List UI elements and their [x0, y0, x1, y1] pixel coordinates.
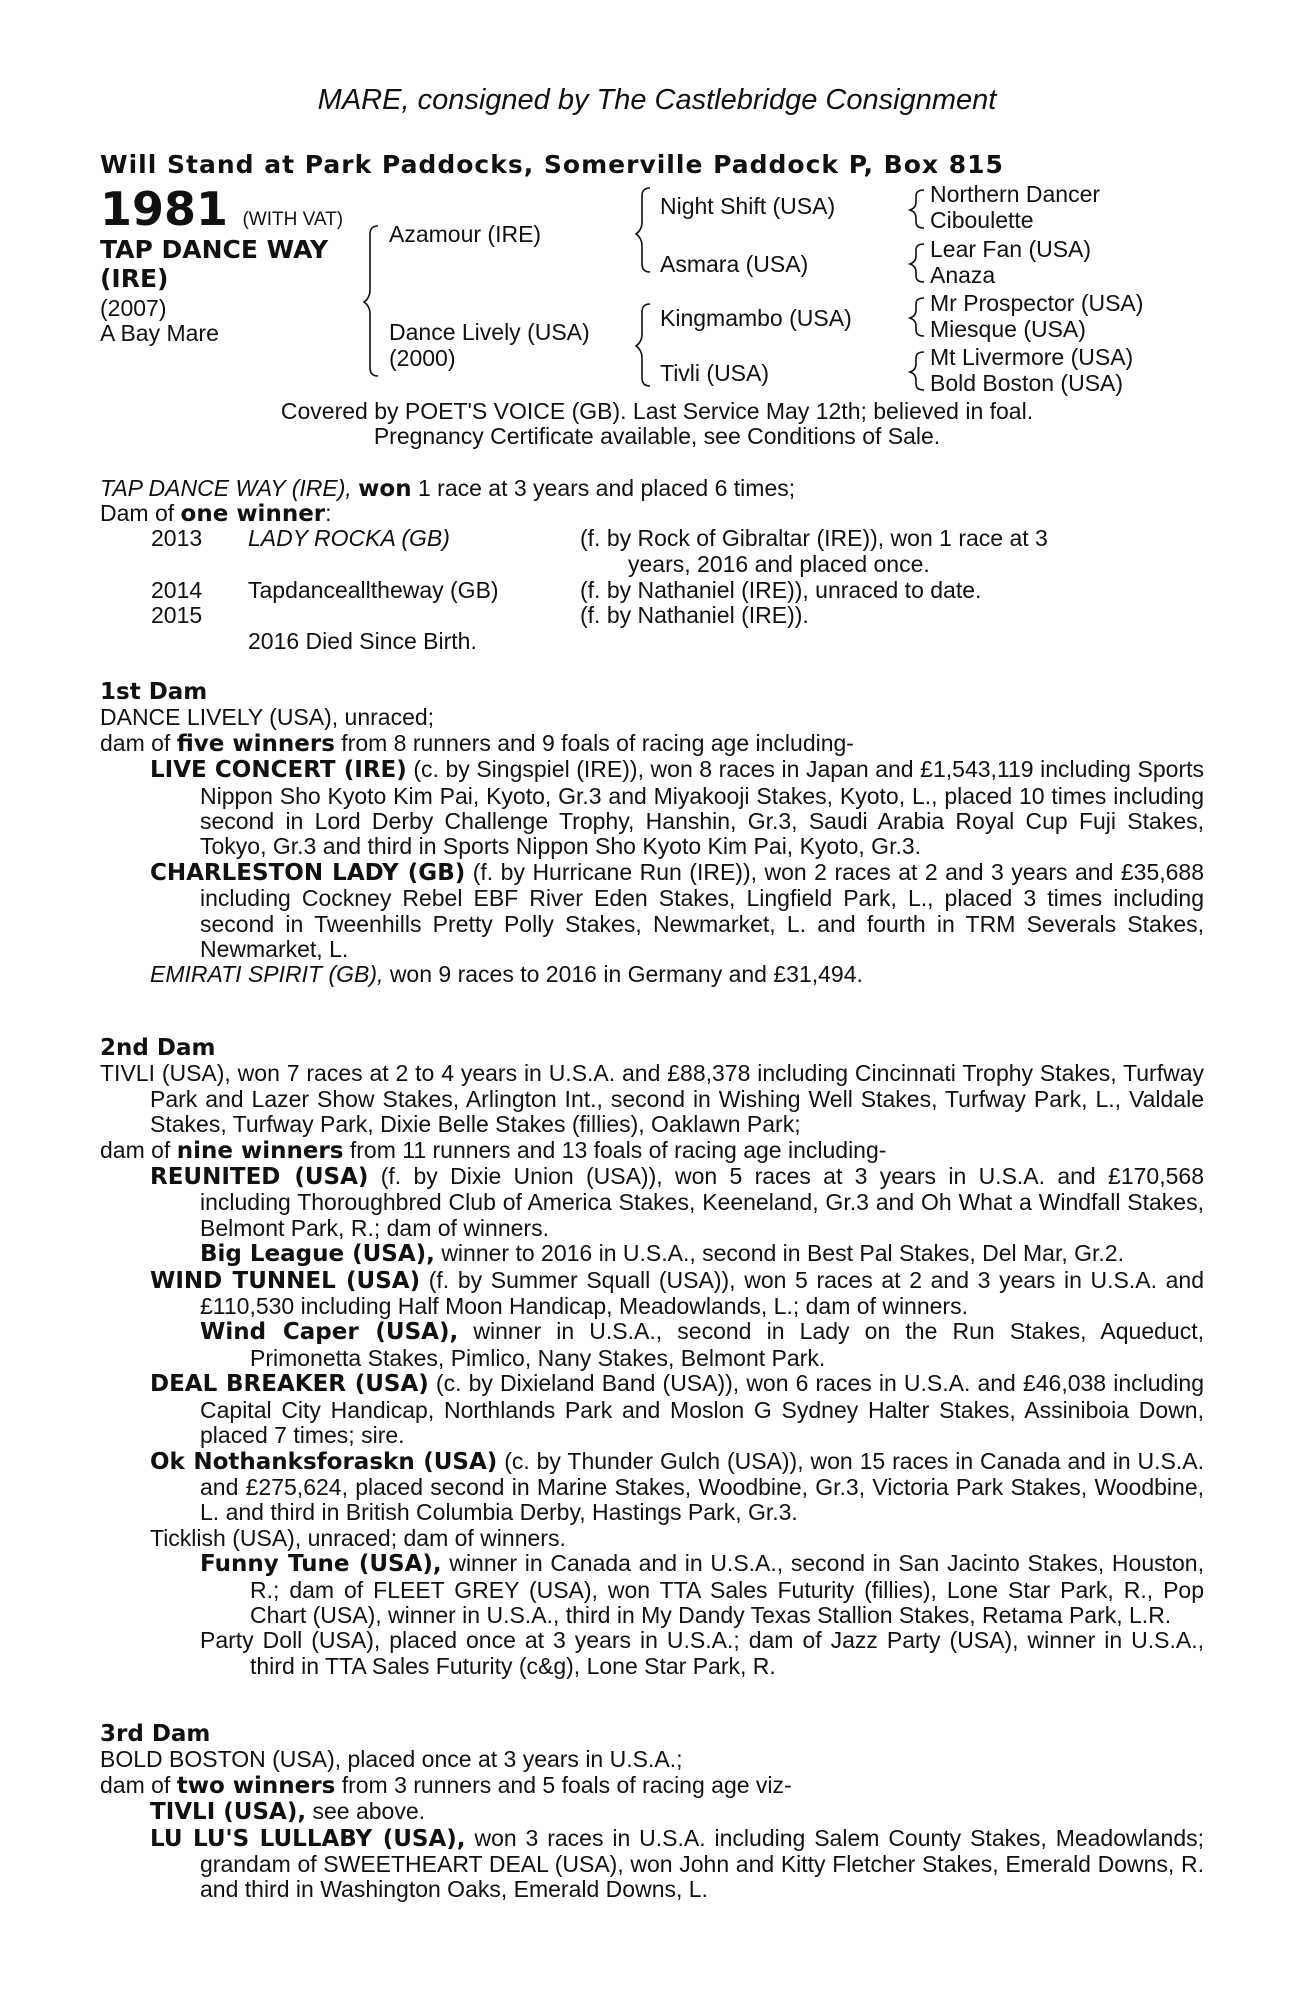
second-dam-entry: Ticklish (USA), unraced; dam of winners. — [150, 1524, 566, 1551]
produce-detail-cont: years, 2016 and placed once. — [628, 551, 930, 577]
mare-race-record: TAP DANCE WAY (IRE), won 1 race at 3 years and placed 6 times; — [100, 475, 796, 502]
pedigree-gen3-2: Ciboulette — [930, 207, 1034, 233]
second-dam-subentry: Party Doll (USA), placed once at 3 years in U.S.A.; dam of Jazz Party (USA), winner in U.S.A., third in TTA Sales Futurity (c&g), Lone Star Park, R. — [200, 1627, 1204, 1679]
third-dam-summary: dam of two winners from 3 runners and 5 foals of racing age viz- — [100, 1771, 792, 1799]
page-title: MARE, consigned by The Castlebridge Consignment — [317, 84, 997, 116]
produce-detail: (f. by Nathaniel (IRE)), unraced to date. — [580, 577, 982, 603]
second-dam-subentry: Funny Tune (USA), winner in Canada and in U.S.A., second in San Jacinto Stakes, Houston, R.; dam of FLEET GREY (USA), won TTA Sales Futurity (fillies), Lone Star Park, R., Pop Chart (USA), winner in U.S.A., third in My Dandy Texas Stallion Stakes, Retama Park, L.R. — [200, 1550, 1204, 1628]
pedigree-gen3-8: Bold Boston (USA) — [930, 370, 1124, 396]
pedigree-gen3-3: Lear Fan (USA) — [930, 236, 1092, 262]
second-dam-section — [100, 1036, 1204, 1679]
second-dam-entry: DEAL BREAKER (USA) (c. by Dixieland Band (USA)), won 6 races in U.S.A. and £46,038 including Capital City Handicap, Northlands Park and Moslon G Sydney Halter Stakes, Assiniboia Down, placed 7 times; sire. — [150, 1370, 1205, 1449]
first-dam-summary: dam of five winners from 8 runners and 9 foals of racing age including- — [100, 729, 854, 757]
pedigree-brackets — [0, 0, 1314, 400]
produce-note: 2016 Died Since Birth. — [248, 628, 477, 654]
third-dam-entry: LU LU'S LULLABY (USA), won 3 races in U.S.A. including Salem County Stakes, Meadowlands; grandam of SWEETHEART DEAL (USA), won John and Kitty Fletcher Stakes, Emerald Downs, R. and third in Washington Oaks, Emerald Downs, L. — [150, 1824, 1204, 1903]
dam-of-line: Dam of one winner: — [100, 500, 332, 527]
produce-name: LADY ROCKA (GB) — [248, 525, 450, 551]
vat-note: (WITH VAT) — [242, 209, 344, 230]
pedigree-dam-year: (2000) — [389, 345, 456, 371]
pedigree-dam-sire: Kingmambo (USA) — [660, 305, 852, 331]
third-dam-section — [100, 1722, 1204, 1903]
second-dam-summary: dam of nine winners from 11 runners and 13 foals of racing age including- — [100, 1136, 887, 1164]
produce-name: Tapdancealltheway (GB) — [248, 577, 499, 603]
produce-year: 2013 — [151, 525, 203, 551]
pedigree-gen3-1: Northern Dancer — [930, 181, 1101, 207]
third-dam-heading: 3rd Dam — [100, 1721, 211, 1747]
horse-name: TAP DANCE WAY — [100, 235, 329, 264]
stable-location: Will Stand at Park Paddocks, Somerville Paddock P, Box 815 — [100, 150, 1004, 179]
horse-description: A Bay Mare — [100, 320, 219, 346]
first-dam-heading: 1st Dam — [100, 679, 208, 705]
first-dam-intro: DANCE LIVELY (USA), unraced; — [100, 704, 435, 731]
second-dam-intro: TIVLI (USA), won 7 races at 2 to 4 years in U.S.A. and £88,378 including Cincinnati Trophy Stakes, Turfway Park and Lazer Show Stakes, Arlington Int., second in Wishing Well Stakes, Turfway Park, L., Valdale Stakes, Turfway Park, Dixie Belle Stakes (fillies), Oaklawn Park; — [100, 1060, 1204, 1138]
second-dam-subentry: Big League (USA), winner to 2016 in U.S.A., second in Best Pal Stakes, Del Mar, Gr.2. — [200, 1240, 1124, 1268]
second-dam-entry: Ok Nothanksforaskn (USA) (c. by Thunder Gulch (USA)), won 15 races in Canada and in U.S.A. and £275,624, placed second in Marine Stakes, Woodbine, Gr.3, Victoria Park Stakes, Woodbine, L. and third in British Columbia Derby, Hastings Park, Gr.3. — [150, 1447, 1205, 1526]
third-dam-entry: TIVLI (USA), see above. — [150, 1798, 425, 1826]
pedigree-dam: Dance Lively (USA) — [389, 319, 590, 345]
pedigree-gen3-5: Mr Prospector (USA) — [930, 290, 1144, 316]
pedigree-gen3-6: Miesque (USA) — [930, 316, 1086, 342]
first-dam-entry: LIVE CONCERT (IRE) (c. by Singspiel (IRE)), won 8 races in Japan and £1,543,119 including Sports Nippon Sho Kyoto Kim Pai, Kyoto, Gr.3 and Miyakooji Stakes, Kyoto, L., placed 10 times including second in Lord Derby Challenge Trophy, Hanshin, Gr.3, Saudi Arabia Royal Cup Fuji Stakes, Tokyo, Gr.3 and third in Sports Nippon Sho Kyoto Kim Pai, Kyoto, Gr.3. — [150, 756, 1204, 860]
pedigree-sire-sire: Night Shift (USA) — [660, 193, 836, 219]
third-dam-intro: BOLD BOSTON (USA), placed once at 3 years in U.S.A.; — [100, 1746, 683, 1773]
first-dam-entry: CHARLESTON LADY (GB) (f. by Hurricane Run (IRE)), won 2 races at 2 and 3 years and £35,688 including Cockney Rebel EBF River Eden Stakes, Lingfield Park, L., placed 3 times including second in Tweenhills Pretty Polly Stakes, Newmarket, L. and fourth in TRM Severals Stakes, Newmarket, L. — [150, 858, 1205, 963]
horse-name-suffix: (IRE) — [100, 264, 169, 293]
second-dam-heading: 2nd Dam — [100, 1035, 216, 1061]
pedigree-gen3-4: Anaza — [930, 262, 996, 288]
produce-year: 2015 — [151, 602, 203, 628]
pedigree-sire-dam: Asmara (USA) — [660, 251, 809, 277]
covered-note: Covered by POET'S VOICE (GB). Last Service May 12th; believed in foal. — [280, 398, 1034, 424]
horse-year: (2007) — [100, 295, 167, 321]
second-dam-entry: REUNITED (USA) (f. by Dixie Union (USA)), won 5 races at 3 years in U.S.A. and £170,568 including Thoroughbred Club of America Stakes, Keeneland, Gr.3 and Oh What a Windfall Stakes, Belmont Park, R.; dam of winners. — [150, 1163, 1204, 1241]
pedigree-sire: Azamour (IRE) — [389, 221, 542, 247]
first-dam-section — [100, 680, 1204, 988]
produce-detail: (f. by Nathaniel (IRE)). — [580, 602, 809, 628]
produce-year: 2014 — [151, 577, 203, 603]
lot-number: 1981 — [100, 182, 229, 236]
second-dam-subentry: Wind Caper (USA), winner in U.S.A., second in Lady on the Run Stakes, Aqueduct, Primonetta Stakes, Pimlico, Nany Stakes, Belmont Park. — [200, 1318, 1204, 1371]
pregnancy-note: Pregnancy Certificate available, see Conditions of Sale. — [373, 423, 941, 449]
produce-detail: (f. by Rock of Gibraltar (IRE)), won 1 race at 3 — [580, 525, 1048, 551]
pedigree-gen3-7: Mt Livermore (USA) — [930, 344, 1134, 370]
second-dam-entry: WIND TUNNEL (USA) (f. by Summer Squall (USA)), won 5 races at 2 and 3 years in U.S.A. and £110,530 including Half Moon Handicap, Meadowlands, L.; dam of winners. — [150, 1266, 1205, 1320]
first-dam-entry: EMIRATI SPIRIT (GB), won 9 races to 2016 in Germany and £31,494. — [150, 961, 863, 988]
pedigree-dam-dam: Tivli (USA) — [660, 360, 770, 386]
